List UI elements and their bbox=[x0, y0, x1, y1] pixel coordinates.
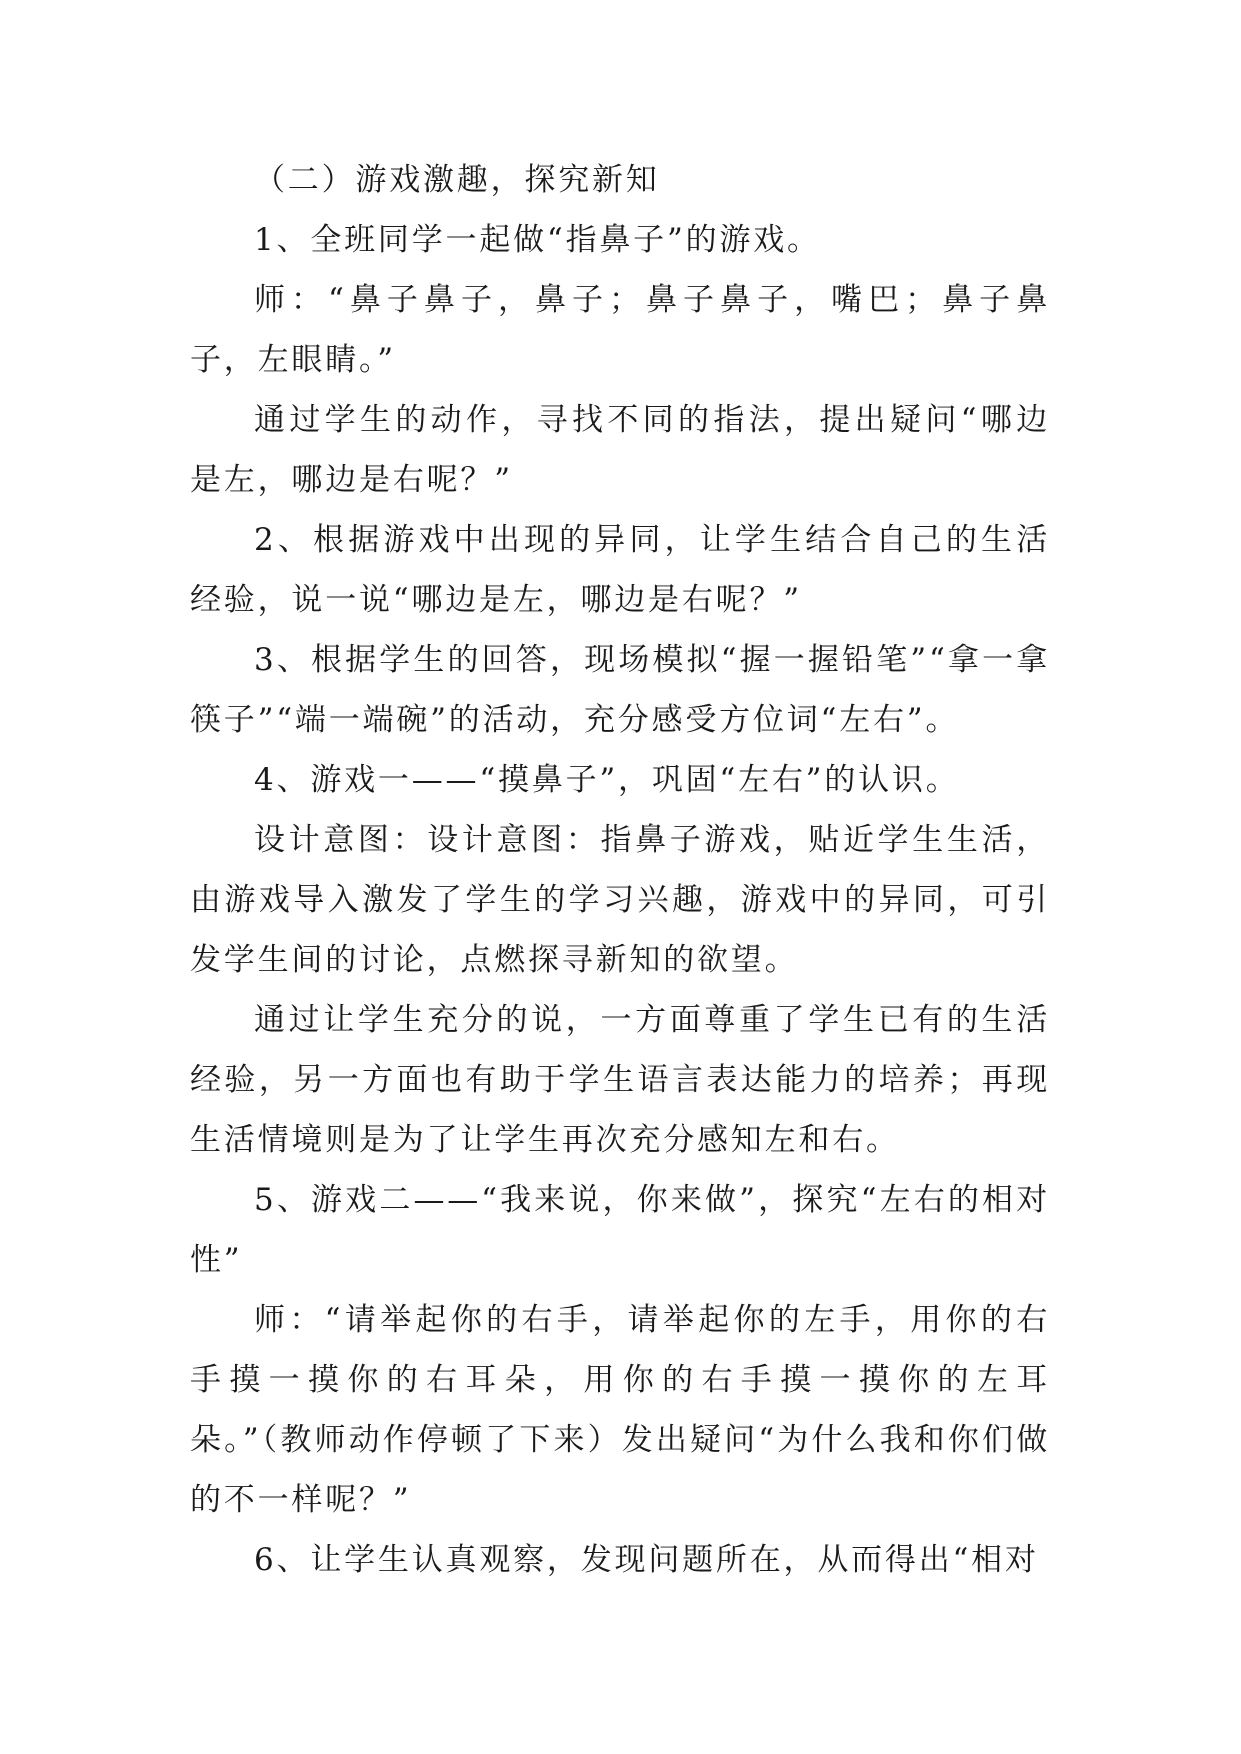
paragraph: 4、游戏一——“摸鼻子”，巩固“左右”的认识。 bbox=[254, 762, 960, 798]
paragraph: 通过让学生充分的说，一方面尊重了学生已有的生活经验，另一方面也有助于学生语言表达能力的培养；再现生活情境则是为了让学生再次充分感知左和右。 bbox=[190, 1002, 1050, 1158]
section-heading: （二）游戏激趣，探究新知 bbox=[254, 162, 660, 198]
paragraph: 师：“鼻子鼻子，鼻子；鼻子鼻子，嘴巴；鼻子鼻子，左眼睛。” bbox=[190, 282, 1050, 378]
paragraph: 6、让学生认真观察，发现问题所在，从而得出“相对 bbox=[254, 1542, 1039, 1578]
paragraph: 5、游戏二——“我来说，你来做”，探究“左右的相对性” bbox=[190, 1182, 1050, 1278]
paragraph: 2、根据游戏中出现的异同，让学生结合自己的生活经验，说一说“哪边是左，哪边是右呢？” bbox=[190, 522, 1050, 618]
document-page bbox=[190, 150, 1050, 1590]
paragraph: 3、根据学生的回答，现场模拟“握一握铅笔”“拿一拿筷子”“端一端碗”的活动，充分感受方位词“左右”。 bbox=[190, 642, 1050, 738]
paragraph: 设计意图：设计意图：指鼻子游戏，贴近学生生活，由游戏导入激发了学生的学习兴趣，游戏中的异同，可引发学生间的讨论，点燃探寻新知的欲望。 bbox=[190, 822, 1050, 978]
paragraph: 1、全班同学一起做“指鼻子”的游戏。 bbox=[254, 222, 821, 258]
paragraph: 通过学生的动作，寻找不同的指法，提出疑问“哪边是左，哪边是右呢？” bbox=[190, 402, 1050, 498]
paragraph: 师：“请举起你的右手，请举起你的左手，用你的右手摸一摸你的右耳朵，用你的右手摸一摸你的左耳朵。”（教师动作停顿了下来）发出疑问“为什么我和你们做的不一样呢？” bbox=[190, 1302, 1050, 1518]
